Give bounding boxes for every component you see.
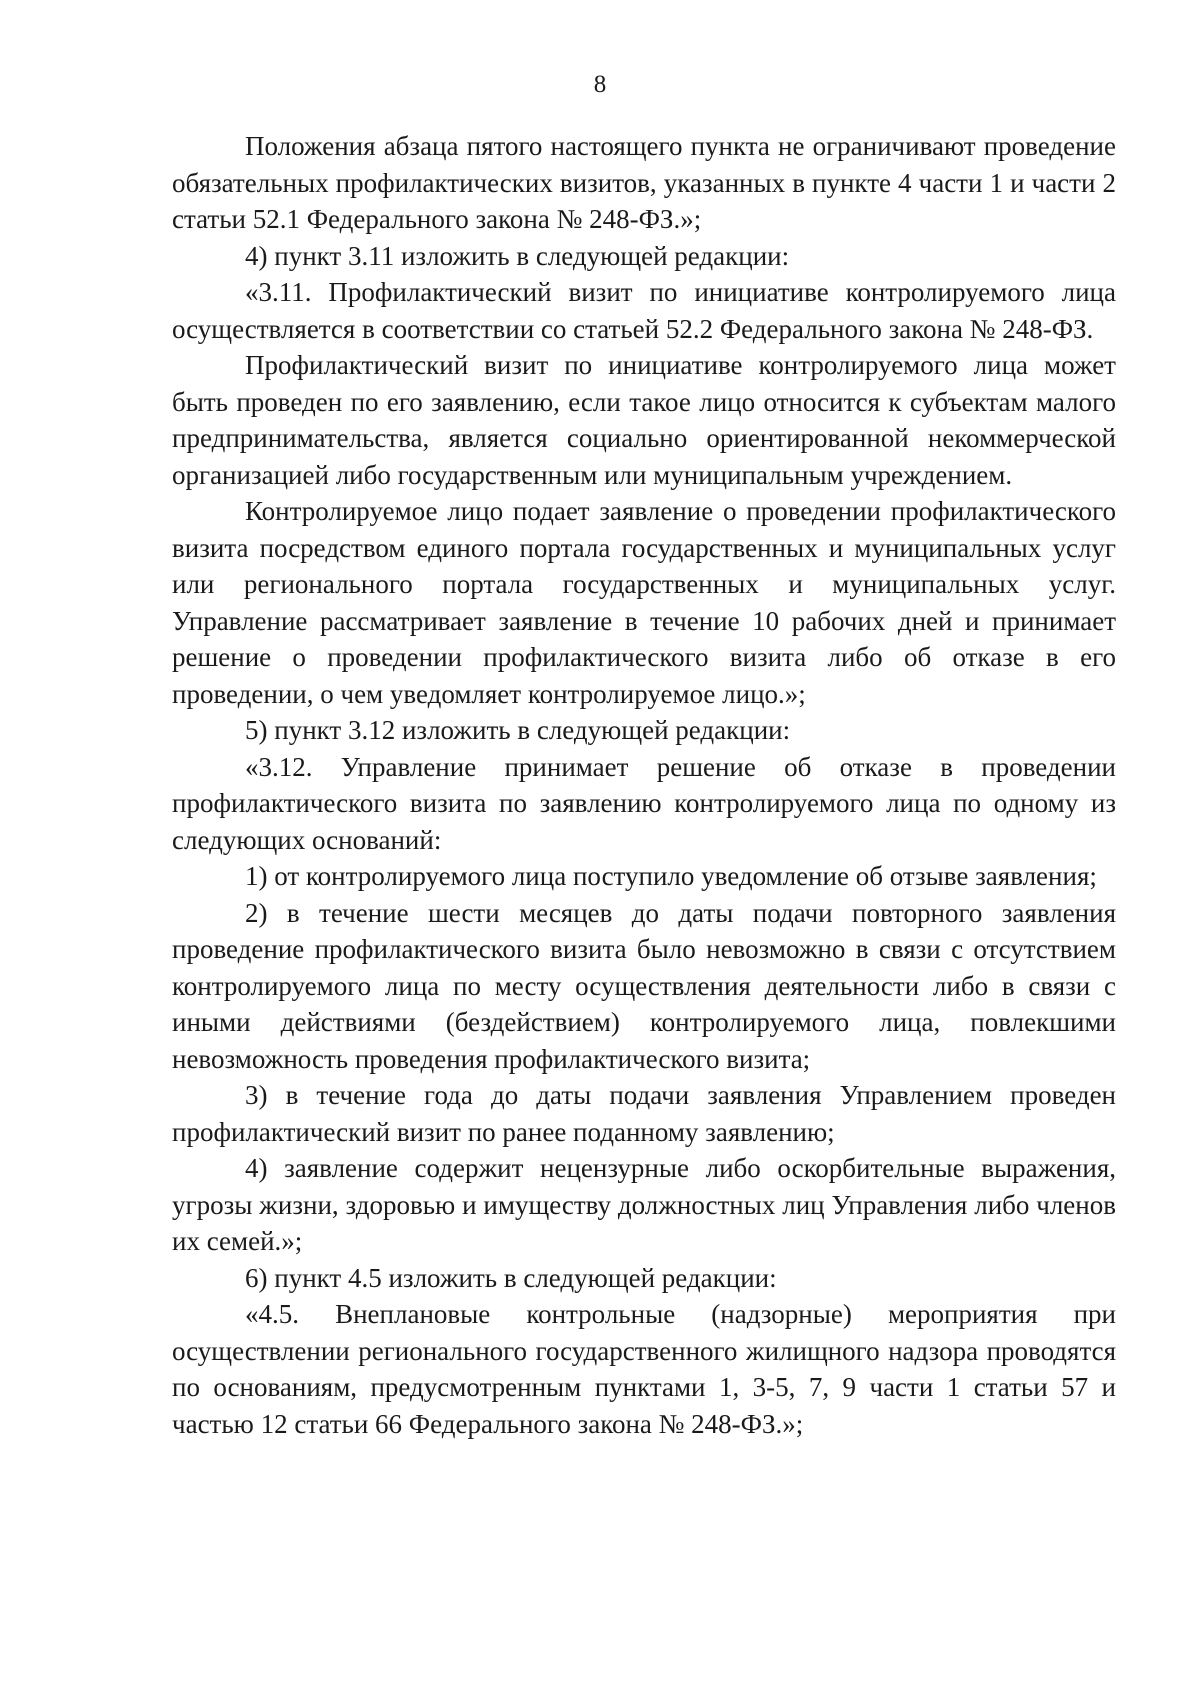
- paragraph-item-4-instruction: 4) пункт 3.11 изложить в следующей редакции:: [245, 240, 790, 271]
- paragraph-3-12-reason-2: 2) в течение шести месяцев до даты подачи повторного заявления проведение профилактического визита было невозможно в связи с отсутствием контролируемого лица по месту осуществления деятельности либо в связи с иными действиями (бездействием) контролируемого лица, повлекшими невозможность проведения профилактического визита;: [172, 897, 1116, 1074]
- paragraph-3-12-reason-3: 3) в течение года до даты подачи заявления Управлением проведен профилактический визит по ранее поданному заявлению;: [172, 1080, 1116, 1147]
- paragraph-3-11-text: «3.11. Профилактический визит по инициативе контролируемого лица осуществляется в соответствии со статьей 52.2 Федерального закона № 248-ФЗ.: [172, 277, 1116, 344]
- paragraph-3-12-text: «3.12. Управление принимает решение об отказе в проведении профилактического визита по заявлению контролируемого лица по одному из следующих оснований:: [172, 751, 1116, 855]
- page-number: 8: [593, 71, 607, 98]
- paragraph-3-11-initiative: Профилактический визит по инициативе контролируемого лица может быть проведен по его заявлению, если такое лицо относится к субъектам малого предпринимательства, является социально ориентированной некоммерческой организацией либо государственным или муниципальным учреждением.: [172, 350, 1116, 490]
- paragraph-3-12-reason-4: 4) заявление содержит нецензурные либо оскорбительные выражения, угрозы жизни, здоровью и имуществу должностных лиц Управления либо членов их семей.»;: [172, 1153, 1116, 1256]
- document-body: [172, 128, 1116, 1442]
- paragraph-3-12-reason-1: 1) от контролируемого лица поступило уведомление об отзыве заявления;: [245, 861, 1097, 891]
- paragraph-3-11-application: Контролируемое лицо подает заявление о проведении профилактического визита посредством единого портала государственных и муниципальных услуг или регионального портала государственных и муниципальных услуг. Управление рассматривает заявление в течение 10 рабочих дней и принимает решение о проведении профилактического визита либо об отказе в его проведении, о чем уведомляет контролируемое лицо.»;: [172, 496, 1116, 709]
- paragraph-item-6-instruction: 6) пункт 4.5 изложить в следующей редакции:: [245, 1262, 777, 1293]
- paragraph-note-abzats-5: Положения абзаца пятого настоящего пункта не ограничивают проведение обязательных профилактических визитов, указанных в пункте 4 части 1 и части 2 статьи 52.1 Федерального закона № 248-ФЗ.»;: [172, 131, 1116, 234]
- paragraph-item-5-instruction: 5) пункт 3.12 изложить в следующей редакции:: [245, 715, 791, 745]
- paragraph-4-5-text: «4.5. Внеплановые контрольные (надзорные) мероприятия при осуществлении регионального государственного жилищного надзора проводятся по основаниям, предусмотренным пунктами 1, 3-5, 7, 9 части 1 статьи 57 и частью 12 статьи 66 Федерального закона № 248-ФЗ.»;: [172, 1299, 1116, 1439]
